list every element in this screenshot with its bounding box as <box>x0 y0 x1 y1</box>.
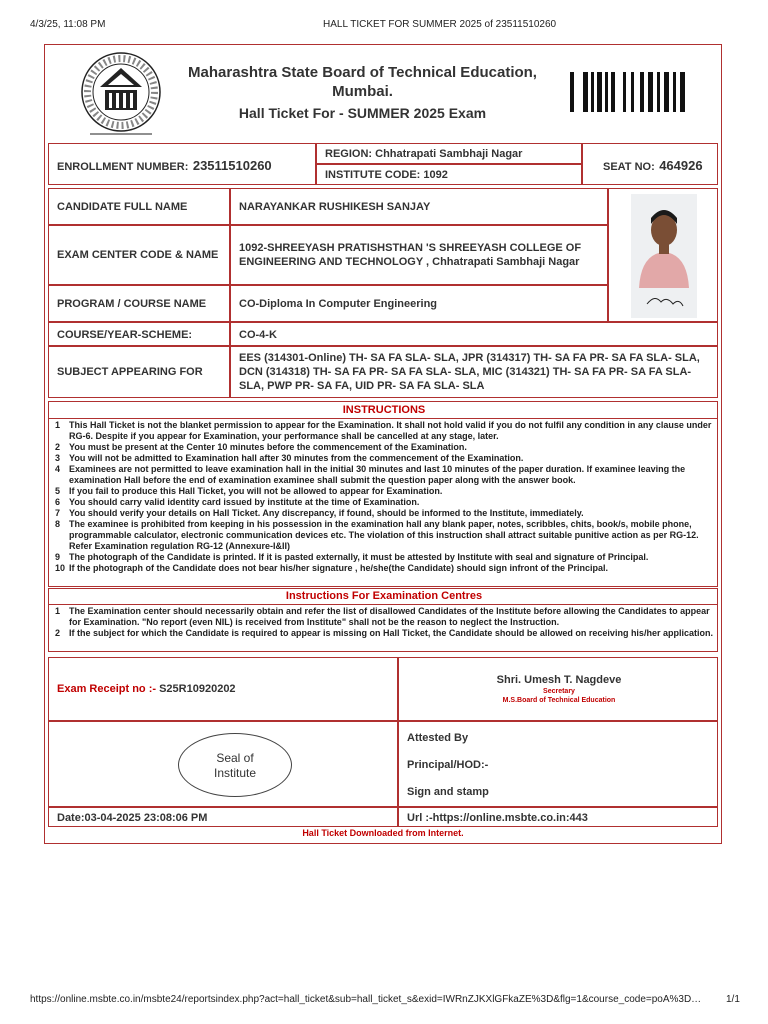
instruction-item <box>55 552 715 563</box>
instruction-text: The photograph of the Candidate is printed. If it is pasted externally, it must be attested by Institute with seal and signature of Principal. <box>69 552 649 562</box>
instruction-number: 4 <box>55 464 61 474</box>
photo-cell <box>608 188 718 322</box>
board-title <box>170 63 555 123</box>
centre-instructions-list <box>55 606 715 639</box>
candidate-name: NARAYANKAR RUSHIKESH SANJAY <box>239 201 431 213</box>
seat-cell <box>582 143 718 185</box>
board-title-line1: Maharashtra State Board of Technical Education, <box>188 64 537 81</box>
attested-by: Attested By <box>407 732 469 744</box>
instruction-text: Examinees are not permitted to leave examination hall in the initial 30 minutes and last 10 minutes of the paper duration. If examinee leaving the examination Hall before the end of examination examinee shall submit the question paper along with the answer book. <box>69 464 686 485</box>
region-cell <box>316 143 582 164</box>
enrollment-label: ENROLLMENT NUMBER: <box>57 161 189 173</box>
instruction-text: You will not be admitted to Examination hall after 30 minutes from the commencement of the Examination. <box>69 453 524 463</box>
instruction-item <box>55 453 715 464</box>
program-label: PROGRAM / COURSE NAME <box>57 298 207 310</box>
exam-center-name: 1092-SHREEYASH PRATISHSTHAN 'S SHREEYASH COLLEGE OF ENGINEERING AND TECHNOLOGY , Chhatrapati Sambhaji Nagar <box>239 242 582 268</box>
secretary-title: Secretary <box>543 688 575 695</box>
subjects-value-cell <box>230 346 718 398</box>
instruction-text: The examinee is prohibited from keeping in his possession in the examination hall any blank paper, notes, scribbles, chits, book/s, mobile phone, programmable calculator, electronic communication devices etc. The violation of this instruction shall attract suitable punitive action as per RG-12. Refer Examination regulation RG-12 (Annexure-I&II) <box>69 519 699 551</box>
board-title-line2: Mumbai. <box>332 83 393 100</box>
exam-center-value-cell <box>230 225 608 285</box>
download-date: Date:03-04-2025 23:08:06 PM <box>57 812 208 824</box>
instruction-item <box>55 563 715 574</box>
instructions-list <box>55 420 715 574</box>
enrollment-number: 23511510260 <box>192 158 272 173</box>
receipt-number: S25R10920202 <box>159 683 236 695</box>
institute-code-value: 1092 <box>423 169 448 181</box>
principal-hod: Principal/HOD:- <box>407 759 489 771</box>
print-page-number: 1/1 <box>726 994 740 1005</box>
instruction-number: 9 <box>55 552 61 562</box>
seal-line2: Institute <box>213 766 257 780</box>
candidate-photo <box>631 194 697 318</box>
program-name: CO-Diploma In Computer Engineering <box>239 298 438 310</box>
instruction-text: If the photograph of the Candidate does not bear his/her signature , he/she(the Candidate) should sign infront of the Principal. <box>69 563 609 573</box>
instruction-item <box>55 442 715 453</box>
instruction-number: 5 <box>55 486 61 496</box>
hall-ticket-exam-title: Hall Ticket For - SUMMER 2025 Exam <box>238 105 487 121</box>
attest-cell <box>398 721 718 807</box>
sign-and-stamp: Sign and stamp <box>407 786 489 798</box>
instruction-number: 6 <box>55 497 61 507</box>
instruction-text: This Hall Ticket is not the blanket permission to appear for the Examination. It shall not hold valid if you do not fulfil any condition in any clause under RG-6. Despite if you appear for Examination, your performance shall be cancelled at any stage, later. <box>69 420 712 441</box>
instruction-item <box>55 519 715 552</box>
instruction-number: 1 <box>55 420 61 430</box>
instruction-item <box>55 606 715 628</box>
instruction-number: 8 <box>55 519 61 529</box>
receipt-label: Exam Receipt no :- <box>57 683 157 695</box>
candidate-name-label: CANDIDATE FULL NAME <box>57 201 188 213</box>
seal-cell <box>48 721 398 807</box>
instruction-item <box>55 420 715 442</box>
exam-center-label: EXAM CENTER CODE & NAME <box>57 249 219 261</box>
subjects-value: EES (314301-Online) TH- SA FA SLA- SLA, JPR (314317) TH- SA FA PR- SA FA SLA- SLA, DCN (314318) TH- SA FA PR- SA FA SLA- SLA, MIC (314321) TH- SA FA PR- SA FA SLA- SLA, PWP PR- SA FA, UID PR- SA FA SLA- SLA <box>239 352 700 392</box>
secretary-name: Shri. Umesh T. Nagdeve <box>496 674 622 686</box>
subjects-label: SUBJECT APPEARING FOR <box>57 366 203 378</box>
course-year-label: COURSE/YEAR-SCHEME: <box>57 329 193 341</box>
secretary-org: M.S.Board of Technical Education <box>502 697 616 704</box>
exam-center-label-cell <box>48 225 230 285</box>
program-label-cell <box>48 285 230 322</box>
instruction-text: You should verify your details on Hall Ticket. Any discrepancy, if found, should be informed to the Institute, immediately. <box>69 508 584 518</box>
candidate-name-label-cell <box>48 188 230 225</box>
course-year-value: CO-4-K <box>239 329 277 341</box>
instruction-item <box>55 464 715 486</box>
institute-code-label: INSTITUTE CODE: <box>325 169 421 181</box>
course-year-value-cell <box>230 322 718 346</box>
portal-url: Url :-https://online.msbte.co.in:443 <box>407 812 588 824</box>
program-value-cell <box>230 285 608 322</box>
instruction-number: 7 <box>55 508 61 518</box>
centre-instructions-box <box>48 588 718 652</box>
centre-instructions-title: Instructions For Examination Centres <box>285 590 483 602</box>
downloaded-note: Hall Ticket Downloaded from Internet. <box>302 828 464 838</box>
instruction-number: 10 <box>55 563 66 573</box>
candidate-name-value-cell <box>230 188 608 225</box>
barcode-icon <box>570 72 688 112</box>
instruction-number: 3 <box>55 453 61 463</box>
instruction-number: 2 <box>55 442 61 452</box>
url-cell <box>398 807 718 827</box>
instruction-text: The Examination center should necessarily obtain and refer the list of disallowed Candidates of the Institute before allowing the Candidates to appear for Examination. "No report (even NIL) is received from Institute" shall not be the reason to neglect the Instruction. <box>69 606 710 627</box>
instruction-text: You must be present at the Center 10 minutes before the commencement of the Examination. <box>69 442 467 452</box>
print-datetime: 4/3/25, 11:08 PM <box>30 19 106 30</box>
instruction-number: 2 <box>55 628 61 638</box>
instruction-text: If the subject for which the Candidate is required to appear is missing on Hall Ticket, the Candidate should be allowed on receiving his/her application. <box>69 628 713 638</box>
instructions-title: INSTRUCTIONS <box>342 404 426 416</box>
seal-oval <box>178 733 292 797</box>
secretary-cell <box>398 657 718 721</box>
instruction-item <box>55 628 715 639</box>
enrollment-cell <box>48 143 316 185</box>
instruction-text: If you fail to produce this Hall Ticket, you will not be allowed to appear for Examination. <box>69 486 443 496</box>
print-footer-url[interactable]: https://online.msbte.co.in/msbte24/reportsindex.php?act=hall_ticket&sub=hall_ticket_s&exid=IWRnZJKXlGFkaZE%3D&flg=1&course_code=poA%3D… <box>30 994 702 1005</box>
instruction-text: You should carry valid identity card issued by institute at the time of Examination. <box>69 497 420 507</box>
print-title: HALL TICKET FOR SUMMER 2025 of 23511510260 <box>323 19 557 30</box>
instruction-number: 1 <box>55 606 61 616</box>
seat-number: 464926 <box>659 158 703 173</box>
course-year-label-cell <box>48 322 230 346</box>
instruction-item <box>55 486 715 497</box>
region-label: REGION: <box>325 148 373 160</box>
seal-line1: Seal of <box>216 751 254 765</box>
date-cell <box>48 807 398 827</box>
instructions-box <box>48 401 718 587</box>
instruction-item <box>55 508 715 519</box>
institute-code-cell <box>316 164 582 185</box>
seat-label: SEAT NO: <box>603 161 655 173</box>
region-value: Chhatrapati Sambhaji Nagar <box>375 148 523 160</box>
msbte-logo-icon <box>76 50 166 138</box>
receipt-cell <box>48 657 398 721</box>
subjects-label-cell <box>48 346 230 398</box>
instruction-item <box>55 497 715 508</box>
